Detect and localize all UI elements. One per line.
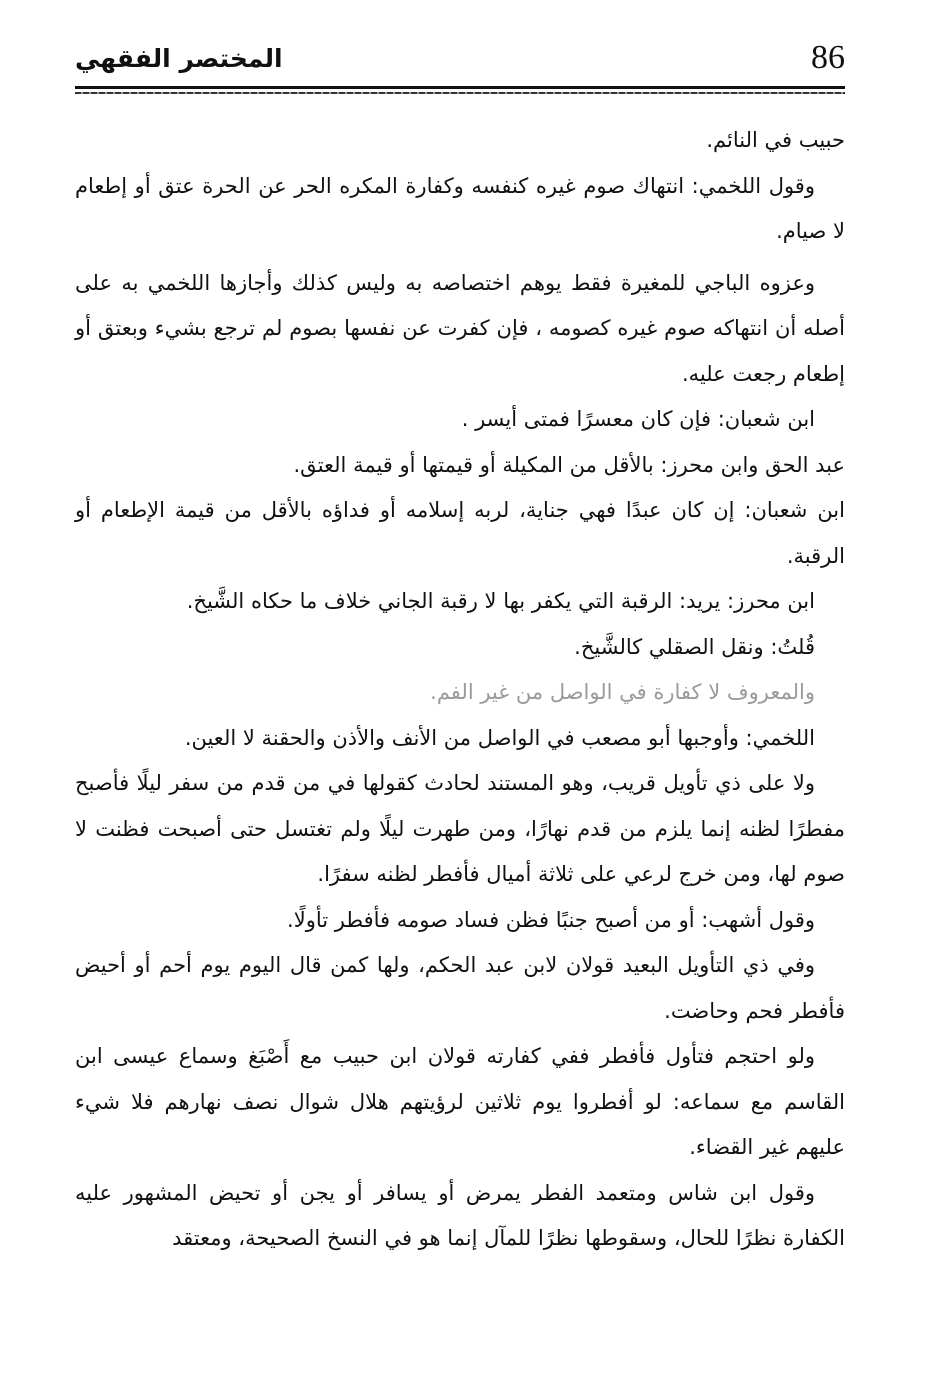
header-rule-thin [75,92,845,94]
paragraph: وفي ذي التأويل البعيد قولان لابن عبد الحكم، ولها كمن قال اليوم يوم أحم أو أحيض فأفطر فحم وحاضت. [75,953,845,1023]
paragraph: اللخمي: وأوجبها أبو مصعب في الواصل من الأنف والأذن والحقنة لا العين. [184,725,815,750]
running-title: المختصر الفقهي [75,44,283,73]
paragraph: وقول أشهب: أو من أصبح جنبًا فظن فساد صومه فأفطر تأولًا. [287,907,815,932]
page-number: 86 [811,39,845,76]
paragraph: ولو احتجم فتأول فأفطر ففي كفارته قولان ابن حبيب مع أَصْبَغ وسماع عيسى ابن القاسم مع سماعه: لو أفطروا يوم ثلاثين لرؤيتهم هلال شوال نصف نهارهم فلا شيء عليهم غير القضاء. [75,1044,845,1159]
paragraph: ولا على ذي تأويل قريب، وهو المستند لحادث كقولها في من قدم من سفر ليلًا فأصبح مفطرًا لظنه إنما يلزم من قدم نهارًا، ومن طهرت ليلًا ولم تغتسل حتى أصبحت فظنت لا صوم لها، ومن خرج لرعي على ثلاثة أميال فأفطر لظنه سفرًا. [75,771,845,886]
paragraph: ابن شعبان: فإن كان معسرًا فمتى أيسر . [461,407,815,431]
header-rule-thick [75,86,845,89]
paragraph: ابن شعبان: إن كان عبدًا فهي جناية، لربه إسلامه أو فداؤه بالأقل من قيمة الإطعام أو الرقبة. [75,498,845,568]
paragraph: وقول ابن شاس ومتعمد الفطر يمرض أو يسافر أو يجن أو تحيض المشهور عليه الكفارة نظرًا للحال، وسقوطها نظرًا للمآل إنما هو في النسخ الصحيحة، ومعتقد [75,1180,845,1250]
paragraph: عبد الحق وابن محرز: بالأقل من المكيلة أو قيمتها أو قيمة العتق. [293,452,845,477]
body-text [75,118,845,1262]
paragraph: قُلتُ: ونقل الصقلي كالشَّيخ. [574,634,815,659]
paragraph: وعزوه الباجي للمغيرة فقط يوهم اختصاصه به وليس كذلك وأجازها اللخمي به على أصله أن انتهاكه صوم غيره كصومه ، فإن كفرت عن نفسها بصوم لم ترجع بشيء وبعتق أو إطعام رجعت عليه. [75,270,845,386]
paragraph: وقول اللخمي: انتهاك صوم غيره كنفسه وكفارة المكره الحر عن الحرة عتق أو إطعام لا صيام. [75,173,845,243]
paragraph: ابن محرز: يريد: الرقبة التي يكفر بها لا رقبة الجاني خلاف ما حكاه الشَّيخ. [186,589,815,613]
page-header [75,36,845,86]
paragraph: والمعروف لا كفارة في الواصل من غير الفم. [430,680,815,704]
paragraph: حبيب في النائم. [706,128,845,152]
